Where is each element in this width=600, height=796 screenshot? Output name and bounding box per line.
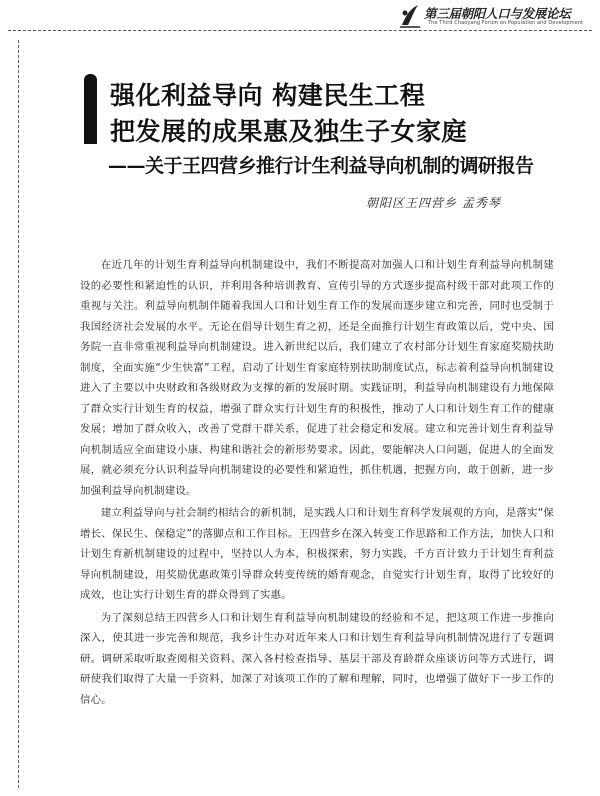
article-title-line-1: 强化利益导向 构建民生工程 — [110, 81, 426, 110]
forum-logo-icon — [398, 3, 422, 29]
header-divider — [8, 30, 592, 31]
publication-name: 第三届朝阳人口与发展论坛 — [424, 6, 571, 21]
article-byline: 朝阳区王四营乡 孟秀琴 — [366, 196, 501, 210]
body-paragraph: 为了深刻总结王四营乡人口和计划生育利益导向机制建设的经验和不足，把这项工作进一步推向深入，使其进一步完善和规范，我乡计生办对近年来人口和计划生育利益导向机制情况进行了专题调研。调研采取听取查阅相关资料、深入各村检查指导、基层干部及育龄群众座谈访问等方式进行，调研使我们取得了大量一手资料，加深了对该项工作的了解和理解，同时，也增强了做好下一步工作的信心。 — [80, 611, 554, 706]
left-margin-rule — [18, 40, 19, 788]
body-paragraph: 在近几年的计划生育利益导向机制建设中，我们不断提高对加强人口和计划生育利益导向机制建设的必要性和紧迫性的认识，并利用各种培训教育、宣传引导的方式逐步提高村级干部对此项工作的重视与关注。利益导向机制伴随着我国人口和计划生育工作的发展而逐步建立和完善，同时也受制于我国经济社会发展的水平。无论在倡导计划生育之初，还是全面推行计划生育政策以后，党中央、国务院一直非常重视利益导向机制建设。进入新世纪以后，我们建立了农村部分计划生育家庭奖励扶助制度，全面实施“少生快富”工程，启动了计划生育家庭特别扶助制度试点，标志着利益导向机制建设进入了主要以中央财政和各级财政为支撑的新的发展时期。实践证明，利益导向机制建设有力地保障了群众实行计划生育的权益，增强了群众实行计划生育的积极性，推动了人口和计划生育工作的健康发展；增加了群众收入，改善了党群干群关系，促进了社会稳定和发展。建立和完善计划生育利益导向机制适应全面建设小康、构建和谐社会的新形势要求。因此，要能解决人口问题，促进人的全面发展，就必须充分认识利益导向机制建设的必要性和紧迫性，抓住机遇，把握方向，敢于创新，进一步加强利益导向机制建设。 — [80, 259, 554, 497]
title-accent-bar — [84, 82, 97, 144]
article-subtitle: ——关于王四营乡推行计生利益导向机制的调研报告 — [108, 155, 534, 177]
article-title-line-2: 把发展的成果惠及独生子女家庭 — [110, 117, 468, 146]
body-paragraph: 建立利益导向与社会制约相结合的新机制，是实践人口和计划生育科学发展观的方向，是落实“保增长、保民生、保稳定”的落脚点和工作目标。王四营乡在深入转变工作思路和工作方法，加快人口和计划生育新机制建设的过程中，坚持以人为本，积极探索，努力实践，千方百计致力于计划生育利益导向机制建设，用奖励优惠政策引导群众转变传统的婚育观念，自觉实行计划生育，取得了比较好的成效，也让实行计划生育的群众得到了实惠。 — [80, 507, 554, 601]
publication-subtitle: The Third Chaoyang Forum on Population and Development — [428, 20, 584, 26]
article-body — [80, 255, 554, 710]
